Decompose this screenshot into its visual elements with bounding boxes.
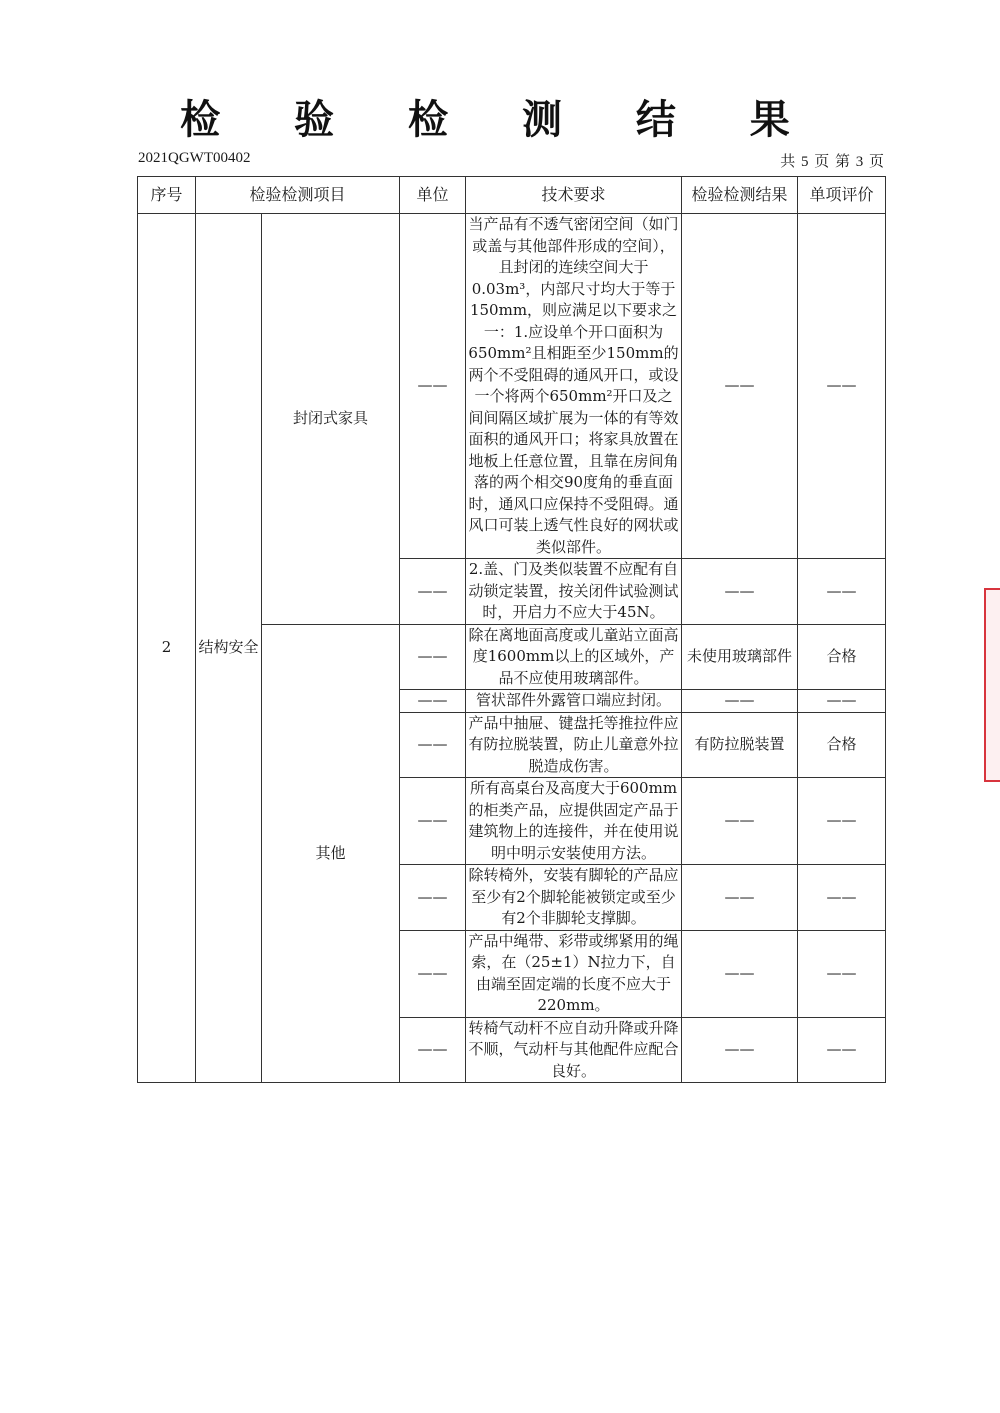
requirement-cell: 管状部件外露管口端应封闭。 [466, 690, 682, 713]
result-cell: —— [682, 1017, 798, 1083]
col-header-item: 检验检测项目 [196, 177, 400, 214]
evaluation-cell: —— [798, 559, 886, 625]
evaluation-cell: —— [798, 778, 886, 865]
unit-cell: —— [400, 559, 466, 625]
table-row [138, 214, 886, 559]
requirement-cell: 当产品有不透气密闭空间（如门或盖与其他部件形成的空间），且封闭的连续空间大于0.03m³，内部尺寸均大于等于150mm，则应满足以下要求之一：1.应设单个开口面积为650mm²且相距至少150mm的两个不受阻碍的通风开口，或设一个将两个650mm²开口及之间间隔区域扩展为一体的有等效面积的通风开口；将家具放置在地板上任意位置，且靠在房间角落的两个相交90度角的垂直面时，通风口应保持不受阻碍。通风口可装上透气性良好的网状或类似部件。 [466, 214, 682, 559]
unit-cell: —— [400, 712, 466, 778]
unit-cell: —— [400, 690, 466, 713]
group-cell-other: 其他 [262, 624, 400, 1083]
unit-cell: —— [400, 778, 466, 865]
evaluation-cell: —— [798, 1017, 886, 1083]
evaluation-cell: —— [798, 930, 886, 1017]
unit-cell: —— [400, 930, 466, 1017]
unit-cell: —— [400, 214, 466, 559]
table-header-row [138, 177, 886, 214]
report-number: 2021QGWT00402 [138, 150, 251, 166]
red-seal-fragment [984, 588, 1000, 782]
result-cell: —— [682, 214, 798, 559]
seq-cell: 2 [138, 214, 196, 1083]
requirement-cell: 2.盖、门及类似装置不应配有自动锁定装置，按关闭件试验测试时，开启力不应大于45N。 [466, 559, 682, 625]
requirement-cell: 转椅气动杆不应自动升降或升降不顺，气动杆与其他配件应配合良好。 [466, 1017, 682, 1083]
result-cell: —— [682, 930, 798, 1017]
group-cell-enclosed: 封闭式家具 [262, 214, 400, 625]
evaluation-cell: 合格 [798, 712, 886, 778]
col-header-evaluation: 单项评价 [798, 177, 886, 214]
requirement-cell: 所有高桌台及高度大于600mm的柜类产品，应提供固定产品于建筑物上的连接件，并在使用说明中明示安装使用方法。 [466, 778, 682, 865]
col-header-result: 检验检测结果 [682, 177, 798, 214]
col-header-unit: 单位 [400, 177, 466, 214]
requirement-cell: 除转椅外，安装有脚轮的产品应至少有2个脚轮能被锁定或至少有2个非脚轮支撑脚。 [466, 865, 682, 931]
requirement-cell: 除在离地面高度或儿童站立面高度1600mm以上的区域外，产品不应使用玻璃部件。 [466, 624, 682, 690]
result-cell: —— [682, 865, 798, 931]
result-cell: 未使用玻璃部件 [682, 624, 798, 690]
result-cell: —— [682, 778, 798, 865]
evaluation-cell: —— [798, 214, 886, 559]
result-cell: 有防拉脱装置 [682, 712, 798, 778]
requirement-cell: 产品中抽屉、键盘托等推拉件应有防拉脱装置，防止儿童意外拉脱造成伤害。 [466, 712, 682, 778]
page-title: 检 验 检 测 结 果 [180, 97, 820, 143]
results-table [137, 176, 886, 1083]
result-cell: —— [682, 559, 798, 625]
col-header-requirement: 技术要求 [466, 177, 682, 214]
evaluation-cell: 合格 [798, 624, 886, 690]
unit-cell: —— [400, 865, 466, 931]
evaluation-cell: —— [798, 690, 886, 713]
requirement-cell: 产品中绳带、彩带或绑紧用的绳索，在（25±1）N拉力下，自由端至固定端的长度不应大于220mm。 [466, 930, 682, 1017]
col-header-seq: 序号 [138, 177, 196, 214]
result-cell: —— [682, 690, 798, 713]
unit-cell: —— [400, 624, 466, 690]
page-indicator: 共 5 页 第 3 页 [780, 154, 884, 170]
unit-cell: —— [400, 1017, 466, 1083]
evaluation-cell: —— [798, 865, 886, 931]
category-cell: 结构安全 [196, 214, 262, 1083]
